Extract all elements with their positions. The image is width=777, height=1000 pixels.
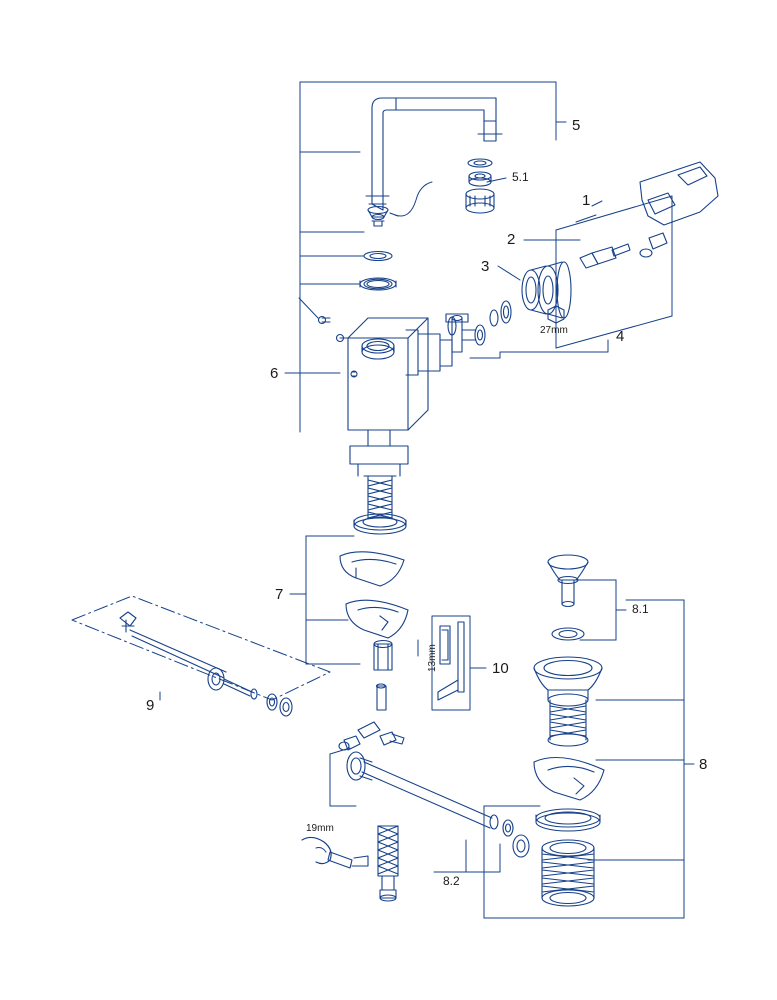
callout-8-2: 8.2 [443, 874, 460, 888]
callout-7: 7 [275, 586, 284, 603]
callout-5-1: 5.1 [512, 170, 529, 184]
callout-13mm: 13mm [427, 644, 438, 672]
callout-19mm: 19mm [306, 823, 334, 834]
callout-27mm: 27mm [540, 325, 568, 336]
callout-10: 10 [492, 660, 509, 677]
callout-3: 3 [481, 258, 490, 275]
callout-9: 9 [146, 697, 155, 714]
callout-8-1: 8.1 [632, 602, 649, 616]
callout-5: 5 [572, 117, 581, 134]
callout-1: 1 [582, 192, 591, 209]
callout-6: 6 [270, 365, 279, 382]
callout-2: 2 [507, 231, 516, 248]
callout-8: 8 [699, 756, 708, 773]
callout-4: 4 [616, 328, 625, 345]
